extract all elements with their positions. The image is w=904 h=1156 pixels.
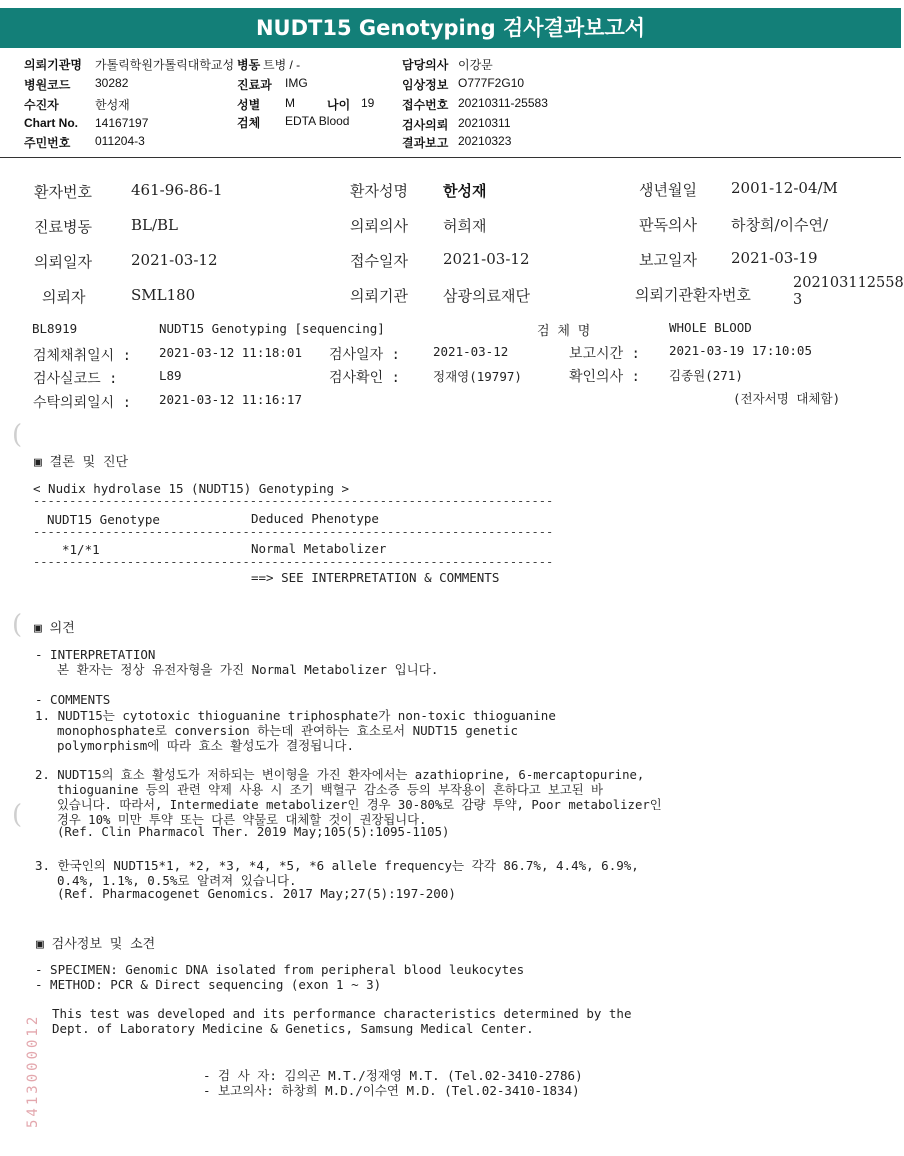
comment-2-line-2: thioguanine 등의 관련 약제 사용 시 조기 백혈구 감소증 등의 부작용이 흔하다고 보고된 바 bbox=[57, 783, 603, 797]
specimen-name-label: 검 체 명 bbox=[537, 324, 591, 339]
report-time-label: 보고시간 : bbox=[569, 346, 640, 362]
req-doctor-value: 허희재 bbox=[443, 217, 487, 235]
report-date-value: 2021-03-19 bbox=[731, 249, 818, 267]
conclusion-subheading: < Nudix hydrolase 15 (NUDT15) Genotyping > bbox=[33, 481, 350, 496]
comment-2-line-3: 있습니다. 따라서, Intermediate metabolizer인 경우 30-80%로 감량 투약, Poor metabolizer인 bbox=[57, 798, 662, 812]
test-date-label: 검사일자 : bbox=[329, 347, 400, 363]
chart-no-value: 14167197 bbox=[95, 116, 149, 130]
phenotype-value: Normal Metabolizer bbox=[251, 541, 387, 556]
comment-3-line-1: 3. 한국인의 NUDT15*1, *2, *3, *4, *5, *6 allele frequency는 각각 86.7%, 4.4%, 6.9%, bbox=[35, 858, 639, 873]
binder-hole-mark: ( bbox=[12, 420, 23, 450]
dev-line-1: This test was developed and its performance characteristics determined by the bbox=[52, 1006, 632, 1021]
chart-no-label: Chart No. bbox=[24, 116, 78, 130]
comment-3-line-2: 0.4%, 1.1%, 0.5%로 알려져 있습니다. bbox=[57, 873, 297, 888]
result-report-value: 20210323 bbox=[458, 134, 512, 148]
outsource-time-value: 2021-03-12 11:16:17 bbox=[159, 392, 302, 407]
binder-hole-mark: ( bbox=[12, 610, 23, 640]
genotype-value: *1/*1 bbox=[62, 542, 100, 557]
reading-doctor-value: 하창희/이수연/ bbox=[731, 216, 829, 234]
dev-line-2: Dept. of Laboratory Medicine & Genetics, Samsung Medical Center. bbox=[52, 1021, 534, 1036]
comment-3-ref: (Ref. Pharmacogenet Genomics. 2017 May;27(5):197-200) bbox=[57, 886, 456, 901]
test-code: BL8919 bbox=[32, 321, 78, 336]
clinical-info-value: O777F2G10 bbox=[458, 76, 525, 90]
requester-label: 의뢰자 bbox=[42, 288, 86, 306]
binder-hole-mark: ( bbox=[12, 800, 23, 830]
method-line: - METHOD: PCR & Direct sequencing (exon 1 ~ 3) bbox=[35, 977, 382, 992]
specimen-line: - SPECIMEN: Genomic DNA isolated from peripheral blood leukocytes bbox=[35, 962, 525, 977]
age-value: 19 bbox=[361, 96, 375, 110]
referring-institution-label: 의뢰기관명 bbox=[24, 58, 82, 72]
header-divider bbox=[0, 157, 901, 158]
conclusion-heading: ▣ 결론 및 진단 bbox=[34, 455, 129, 470]
hospital-code-value: 30282 bbox=[95, 76, 129, 90]
patient-name-label: 환자성명 bbox=[350, 182, 408, 200]
sex-label: 성별 bbox=[237, 98, 261, 112]
outsource-time-label: 수탁의뢰일시 : bbox=[33, 395, 132, 411]
req-doctor-label: 의뢰의사 bbox=[350, 217, 408, 235]
tester-line: - 검 사 자: 김의곤 M.T./정재영 M.T. (Tel.02-3410-2786) bbox=[203, 1068, 583, 1083]
collect-time-value: 2021-03-12 11:18:01 bbox=[159, 345, 302, 360]
comment-1-line-1: 1. NUDT15는 cytotoxic thioguanine triphosphate가 non-toxic thioguanine bbox=[35, 708, 556, 723]
ward-label: 병동 bbox=[237, 58, 261, 72]
department-label: 진료과 bbox=[237, 78, 272, 92]
confirm-doctor-value: 김종원(271) bbox=[669, 368, 743, 383]
req-institution-value: 삼광의료재단 bbox=[443, 287, 530, 305]
inst-patient-no-label: 의뢰기관환자번호 bbox=[635, 286, 751, 304]
interpretation-text: 본 환자는 정상 유전자형을 가진 Normal Metabolizer 입니다. bbox=[57, 662, 439, 677]
req-institution-label: 의뢰기관 bbox=[350, 287, 408, 305]
age-label: 나이 bbox=[327, 98, 351, 112]
ward2-label: 진료병동 bbox=[34, 218, 92, 236]
receipt-no-value: 20210311-25583 bbox=[458, 96, 548, 110]
test-confirm-value: 정재영(19797) bbox=[433, 369, 522, 384]
report-title: NUDT15 Genotyping 검사결과보고서 bbox=[255, 16, 646, 40]
reading-doctor-label: 판독의사 bbox=[639, 216, 697, 234]
ward-value: 트병 / - bbox=[263, 58, 301, 72]
specimen-value: EDTA Blood bbox=[285, 114, 350, 128]
inst-patient-no-value-1: 202103112558 bbox=[793, 275, 904, 291]
patient-no-label: 환자번호 bbox=[34, 183, 92, 201]
requester-value: SML180 bbox=[131, 286, 196, 304]
patient-label: 수진자 bbox=[24, 98, 59, 112]
clinical-info-label: 임상정보 bbox=[402, 78, 449, 92]
opinion-heading: ▣ 의견 bbox=[34, 621, 75, 636]
result-report-label: 결과보고 bbox=[402, 136, 449, 150]
report-title-bar bbox=[0, 8, 901, 48]
side-stamp-number: 5413000012 bbox=[25, 1013, 41, 1128]
interpretation-label: - INTERPRETATION bbox=[35, 647, 156, 662]
resident-no-label: 주민번호 bbox=[24, 136, 71, 150]
receipt-date-label: 접수일자 bbox=[350, 252, 408, 270]
test-confirm-label: 검사확인 : bbox=[329, 370, 400, 386]
reporter-line: - 보고의사: 하창희 M.D./이수연 M.D. (Tel.02-3410-1834) bbox=[203, 1083, 580, 1098]
comment-2-line-4: 경우 10% 미만 투약 또는 다른 약물로 대체할 것이 권장됩니다. bbox=[57, 813, 427, 827]
table-rule: ------------------------------------------------------------------------ bbox=[33, 555, 554, 569]
report-date-label: 보고일자 bbox=[639, 251, 697, 269]
e-signature-note: (전자서명 대체함) bbox=[733, 391, 841, 406]
col-genotype-header: NUDT15 Genotype bbox=[47, 512, 160, 527]
test-details-heading: ▣ 검사정보 및 소견 bbox=[36, 937, 156, 952]
table-rule: ------------------------------------------------------------------------ bbox=[33, 494, 554, 508]
referring-institution-value: 가톨릭학원가톨릭대학교성 bbox=[95, 58, 235, 72]
inst-patient-no-value-2: 3 bbox=[793, 292, 803, 308]
collect-time-label: 검체채취일시 : bbox=[33, 348, 132, 364]
comment-1-line-3: polymorphism에 따라 효소 활성도가 결정됩니다. bbox=[57, 738, 354, 753]
doctor-label: 담당의사 bbox=[402, 58, 449, 72]
req-date-label: 의뢰일자 bbox=[34, 253, 92, 271]
comment-2-ref: (Ref. Clin Pharmacol Ther. 2019 May;105(5):1095-1105) bbox=[57, 825, 450, 839]
dob-value: 2001-12-04/M bbox=[731, 179, 838, 197]
receipt-date-value: 2021-03-12 bbox=[443, 250, 530, 268]
department-value: IMG bbox=[285, 76, 308, 90]
comment-1-line-2: monophosphate로 conversion 하는데 관여하는 효소로서 NUDT15 genetic bbox=[57, 723, 518, 738]
doctor-value: 이강문 bbox=[458, 58, 493, 72]
req-date-value: 2021-03-12 bbox=[131, 251, 218, 269]
resident-no-value: 011204-3 bbox=[95, 134, 145, 148]
test-date-value: 2021-03-12 bbox=[433, 344, 509, 359]
patient-value: 한성재 bbox=[95, 98, 130, 112]
lab-code-label: 검사실코드 : bbox=[33, 371, 118, 387]
table-rule: ------------------------------------------------------------------------ bbox=[33, 525, 554, 539]
test-request-label: 검사의뢰 bbox=[402, 118, 449, 132]
patient-no-value: 461-96-86-1 bbox=[131, 181, 223, 199]
patient-name-value: 한성재 bbox=[443, 182, 487, 200]
hospital-code-label: 병원코드 bbox=[24, 78, 71, 92]
report-time-value: 2021-03-19 17:10:05 bbox=[669, 343, 812, 358]
sex-value: M bbox=[285, 96, 295, 110]
lab-code-value: L89 bbox=[159, 368, 182, 383]
comments-label: - COMMENTS bbox=[35, 692, 111, 707]
specimen-label: 검체 bbox=[237, 116, 261, 130]
comment-2-line-1: 2. NUDT15의 효소 활성도가 저하되는 변이형을 가진 환자에서는 azathioprine, 6-mercaptopurine, bbox=[35, 768, 645, 782]
col-phenotype-header: Deduced Phenotype bbox=[251, 511, 379, 526]
ward2-value: BL/BL bbox=[131, 216, 179, 234]
confirm-doctor-label: 확인의사 : bbox=[569, 369, 640, 385]
dob-label: 생년월일 bbox=[639, 181, 697, 199]
receipt-no-label: 접수번호 bbox=[402, 98, 449, 112]
test-request-value: 20210311 bbox=[458, 116, 511, 130]
see-note: ==> SEE INTERPRETATION & COMMENTS bbox=[251, 570, 500, 585]
test-name: NUDT15 Genotyping [sequencing] bbox=[159, 321, 385, 336]
specimen-name-value: WHOLE BLOOD bbox=[669, 320, 752, 335]
